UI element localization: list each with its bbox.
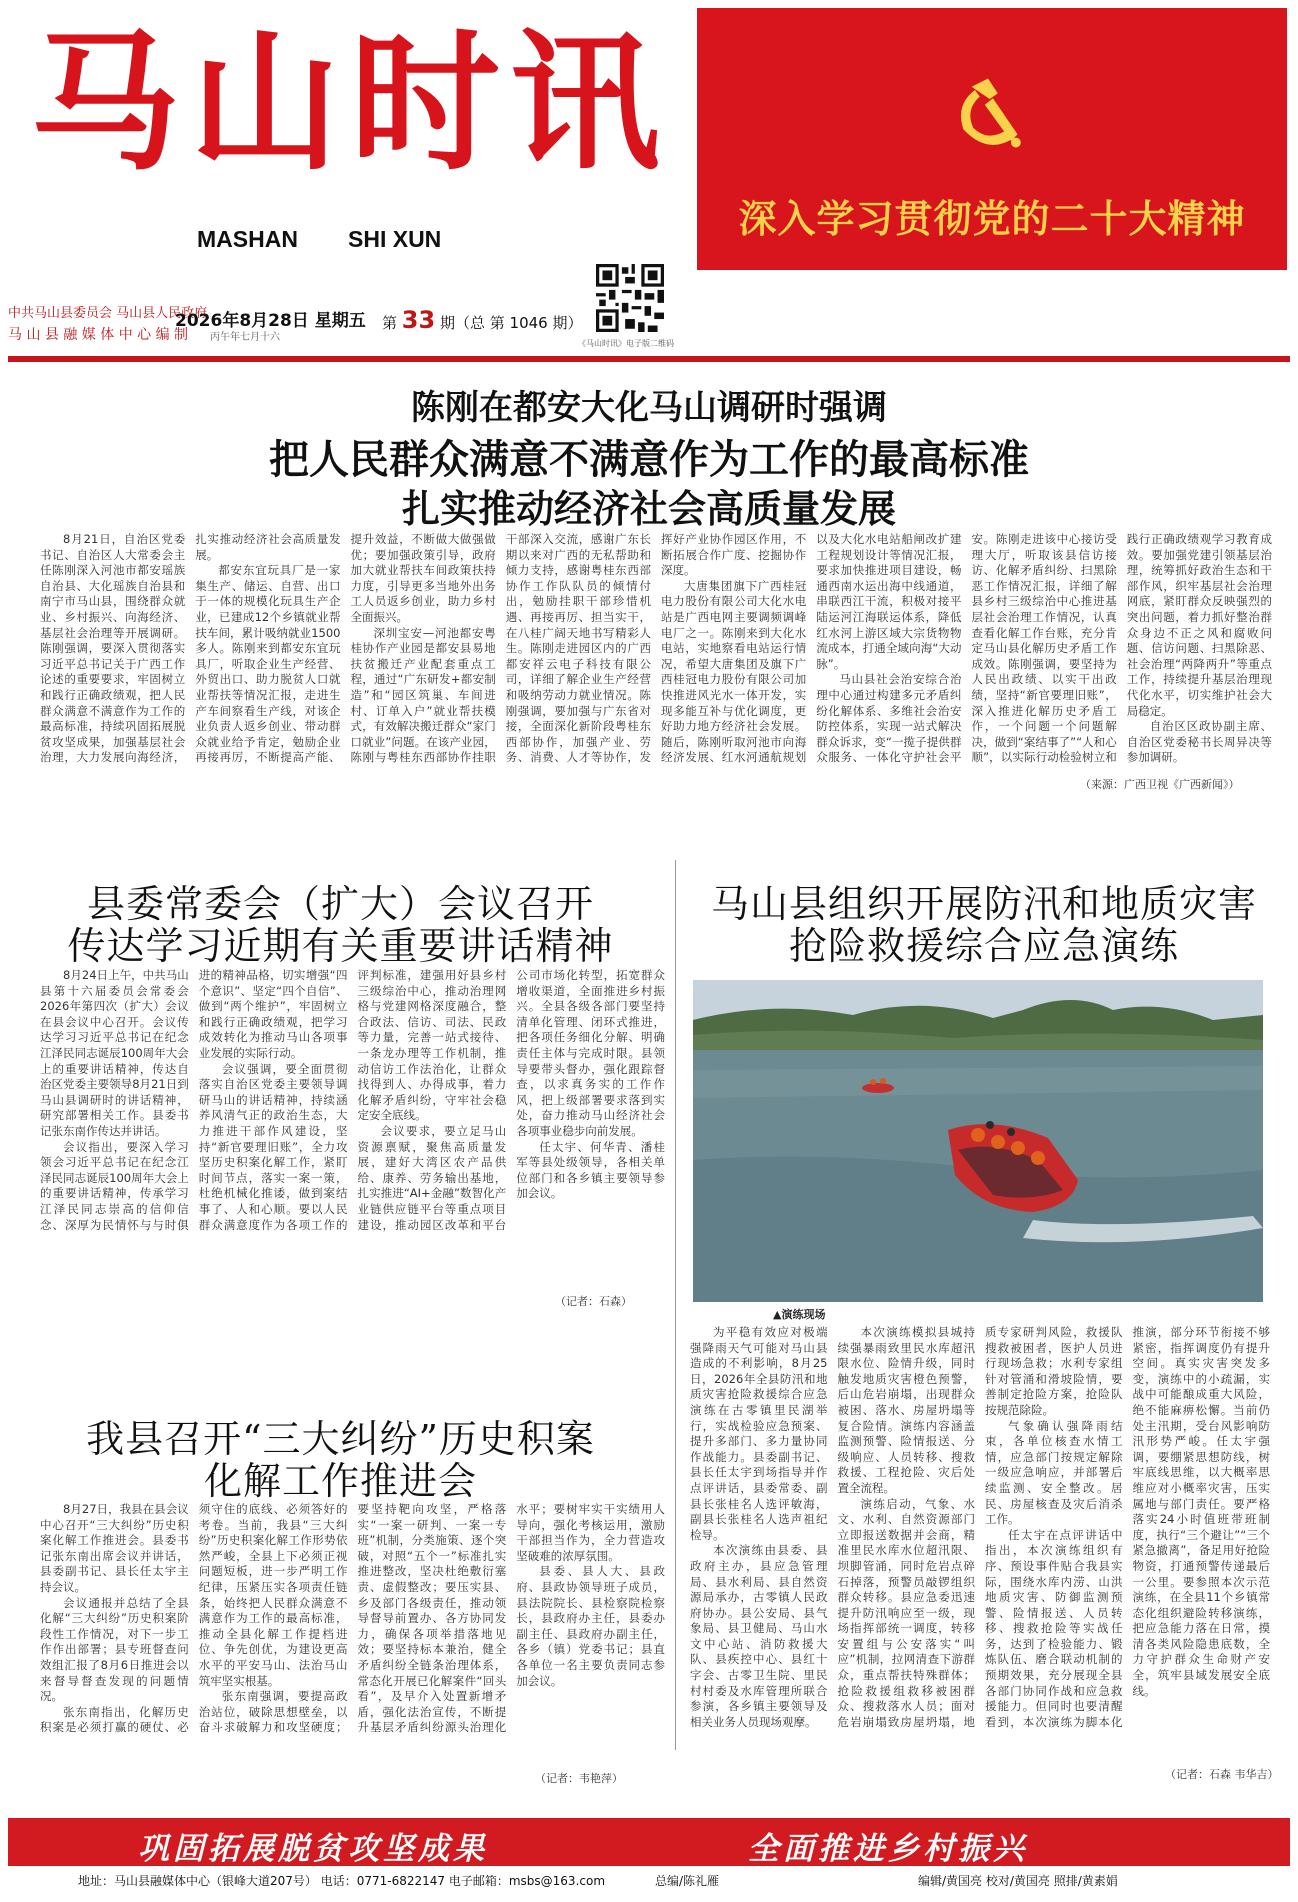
article3-paragraph: 演练启动，气象、水文、水利、自然资源部门立即报送数据并会商，精准里民水库水位超汛限、坝脚管涌，同时危岩点碎石掉落，预警员敲锣组织群众转移。县应急委迅速提升防汛响应至一级，现场指挥部统一调度，转移安置组与公安落实“叫应”机制，拉网清查下游群众，重点帮扶特殊群体；抢险救援组救移被困群众、搜救落水人员；面对危岩崩塌致房屋坍塌，地质专家研判风险，救援队搜救被困者，医护人员进行现场急救；水利专家组针对管涌和滑坡险情，要善制定抢险方案，抢险队按规范除险。 bbox=[837, 1325, 1123, 1729]
drill-photo-caption: ▲演练现场 bbox=[773, 1308, 826, 1321]
article2-body bbox=[40, 968, 665, 1340]
slogan-left: 巩固拓展脱贫攻坚成果 bbox=[138, 1831, 488, 1866]
masthead-pinyin-right: SHI XUN bbox=[348, 226, 442, 252]
article3-paragraph: 气象确认强降雨结束，各单位核查水情工情，应急部门按规定解除一级应急响应，并部署后续监测、安全整改。居民、房屋核查及灾后消杀工作。 bbox=[985, 1418, 1123, 1527]
article4-title-1: 我县召开“三大纠纷”历史积案 bbox=[86, 1417, 595, 1461]
article3-paragraph: 为平稳有效应对极端强降雨天气可能对马山县造成的不利影响，8月25日，2026年全县防汛和地质灾害抢险救援综合应急演练在古零镇里民湖举行，实战检验应急预案、提升多部门、多力量协同作战能力。县委副书记、县长任太宇到场指导并作点评讲话，县委常委、副县长张桂名人选评敏海，副县长张桂名人选声祖纪检导。 bbox=[690, 1325, 828, 1542]
article1-credit: （来源：广西卫视《广西新闻》） bbox=[1080, 778, 1240, 791]
article1-title-3: 扎实推动经济社会高质量发展 bbox=[401, 486, 896, 531]
article2-paragraph: 会议要求，要立足马山资源禀赋，聚焦高质量发展，建好大湾区农产品供给、康养、劳务输出基地，扎实推进“AI+金融”数智化产业链供应链平台等重点项目建设，推动园区改革和平台公司市场化转型，拓宽群众增收渠道，全面推进乡村振兴。全县各级各部门要坚持清单化管理、闭环式推进，把各项任务细化分解、明确责任主体与完成时限。县领导要带头督办，强化跟踪督查，以求真务实的工作作风，把上级部署要求落到实处，奋力推动马山经济社会各项事业稳步向前发展。 bbox=[357, 968, 665, 1232]
drill-photo bbox=[693, 980, 1263, 1302]
article4-title-2: 化解工作推进会 bbox=[203, 1459, 477, 1503]
masthead-pinyin-left: MASHAN bbox=[197, 226, 298, 252]
article3-credit: （记者：石森 韦华吉） bbox=[1165, 1768, 1279, 1781]
masthead-logo: 马山时讯 bbox=[30, 15, 671, 191]
lunar-date: 丙午年七月十六 bbox=[210, 332, 280, 343]
article3-body bbox=[690, 1325, 1270, 1765]
qr-caption: 《马山时讯》电子版二维码 bbox=[578, 339, 674, 348]
footer-chief-editor: 总编/陈礼雁 bbox=[655, 1874, 720, 1888]
article3-paragraph: 本次演练由县委、县政府主办，县应急管理局、县水利局、县自然资源局承办，古零镇人民政府协办。县公安局、县气象局、县卫健局、马山水文中心站、消防救援大队、县疾控中心、县红十字会、古零卫生院、里民村村委及水库管理所联合参演，各乡镇主要领导及相关业务人员现场观摩。 bbox=[690, 1543, 828, 1729]
article2-paragraph: 会议指出，要深入学习领会习近平总书记在纪念江泽民同志诞辰100周年大会上的重要讲话精神，传承学习江泽民同志崇高的信仰信念、深厚为民情怀与与时俱进的精神品格，切实增强“四个意识”、坚定“四个自信”、做到“两个维护”，牢固树立和践行正确政绩观，把学习成效转化为推动马山各项事业发展的实际行动。 bbox=[40, 968, 348, 1232]
article4-credit: （记者：韦艳萍） bbox=[535, 1772, 623, 1785]
article4-paragraph: 张东南强调，要提高政治站位，破除思想壁垒，以奋斗求破解力和攻坚硬度；要坚持靶向攻坚，严格落实“一案一研判、一案一专班”机制，分类施策、逐个突破，对照“五个一”标准扎实推进整改，坚决杜绝敷衍塞责、虚假整改；要压实县、乡及部门各级责任，推动领导督导前置办、各方协同发力，确保各项举措落地见效；要坚持标本兼治，健全矛盾纠纷全链条治理体系，常态化开展已化解案件“回头看”，及早介入处置新增矛盾，强化法治宣传，不断提升基层矛盾纠纷源头治理化水平；要树牢实干实绩用人导向，强化考核运用，激励干部担当作为，全力营造攻坚破难的浓厚氛围。 bbox=[198, 1502, 665, 1735]
article2-paragraph: 任太宇、何华青、潘桂军等县处级领导，各相关单位部门和各乡镇主要领导参加会议。 bbox=[516, 1139, 665, 1201]
article3-paragraph: 任太宇在点评讲话中指出，本次演练组织有序、预设事件贴合我县实际，围绕水库内涝、山洪地质灾害、防御监测预警、险情报送、人员转移、搜救抢险等实战任务，达到了检验能力、锻炼队伍、磨合联动机制的预期效果，充分展现全县各部门协同作战和应急救援能力。但同时也要清醒看到，本次演练为脚本化推演，部分环节衔接不够紧密，指挥调度仍有提升空间。真实灾害突发多变，演练中的小疏漏，实战中可能酿成重大风险，绝不能麻痹松懈。当前仍处主汛期，受台风影响防汛形势严峻。任太宇强调，要绷紧思想防线，树牢底线思维，以大概率思维应对小概率灾害，压实属地与部门责任。要严格落实24小时值班带班制度，执行“三个避让”“三个紧急撤离”，备足用好抢险物资，打通预警传递最后一公里。要参照本次示范演练，在全县11个乡镇常态化组织避险转移演练，把应急能力落在日常，摸清各类风险隐患底数，全力守护群众生命财产安全，筑牢县域发展安全底线。 bbox=[985, 1325, 1270, 1729]
party-banner bbox=[697, 8, 1287, 270]
slogan-right: 全面推进乡村振兴 bbox=[748, 1831, 1028, 1866]
article2-paragraph: 8月24日上午，中共马山县第十六届委员会常委会2026年第四次（扩大）会议在县会议中心召开。会议传达学习习近平总书记在纪念江泽民同志诞辰100周年大会上的重要讲话精神，传达自治区党委主要领导8月21日到马山县调研时的讲话精神，研究部署相关工作。县委书记张东南作传达并讲话。 bbox=[40, 968, 189, 1138]
article2-paragraph: 会议强调，要全面贯彻落实自治区党委主要领导调研马山的讲话精神，持续涵养风清气正的政治生态，大力推进干部作风建设，坚持“新官要理旧账”，全力攻坚历史积案化解工作，紧盯时间节点，落实一案一策，杜绝机械化推诿，做到案结事了、人和心顺。要以人民群众满意度作为各项工作的评判标准，建强用好县乡村三级综治中心，推动治理网格与党建网格深度融合，整合政法、信访、司法、民政等力量，完善一站式接待、一条龙办理等工作机制，推动信访工作法治化，让群众找得到人、办得成事，着力化解矛盾纠纷，守牢社会稳定安全底线。 bbox=[198, 968, 507, 1232]
sponsor-line-1: 中共马山县委员会 马山县人民政府 bbox=[8, 306, 208, 321]
article1-title-1: 陈刚在都安大化马山调研时强调 bbox=[411, 388, 887, 428]
article3-title-2: 抢险救援综合应急演练 bbox=[788, 924, 1179, 968]
slogan-banner bbox=[8, 1818, 1290, 1866]
article1-paragraph: 马山县社会治安综合治理中心通过构建多元矛盾纠纷化解体系、多维社会治安防控体系，实现一站式解决群众诉求，变“一揽子提供群众服务、一体化守护社会平安。陈刚走进该中心接访受理大厅，听取该县信访接访、化解矛盾纠纷、扫黑除恶工作情况汇报，详细了解县乡村三级综治中心推进基层社会治理工作情况，认真查看化解工作台账，充分肯定马山县化解历史矛盾工作成效。陈刚强调，要坚持为人民出政绩、以实干出政绩，坚持“新官要理旧账”，深入推进化解历史矛盾工作，一个问题一个问题解决，做到“案结事了”“人和心顺”，以实际行动检验树立和践行正确政绩观学习教育成效。要加强党建引领基层治理，统筹抓好政治生态和干部作风，织牢基层社会治理网底，紧盯群众反映强烈的突出问题，着力抓好整治群众身边不正之风和腐败问题、信访问题、扫黑除恶、社会治理“两降两升”等重点工作，持续提升基层治理现代化水平，切实维护社会大局稳定。 bbox=[816, 532, 1272, 765]
issue-no: 33 bbox=[401, 306, 436, 334]
issue-suffix: 期（总 第 1046 期） bbox=[439, 314, 583, 332]
article1-paragraph: 自治区区政协副主席、自治区党委秘书长周异决等参加调研。 bbox=[1126, 719, 1272, 765]
article1-paragraph: 都安东宜玩具厂是一家集生产、储运、自营、出口于一体的规模化玩具生产企业，已建成12个乡镇就业帮扶车间，累计吸纳就业1500多人。陈刚来到都安东宜玩具厂，听取企业生产经营、外贸出口、助力脱贫人口就业帮扶等情况汇报，走进生产车间察看生产线，对该企业负责人返乡创业、带动群众就业给予肯定，勉励企业再接再厉，不断提高产能、提升效益，不断做大做强做优；要加强政策引导，政府加大就业帮扶车间政策扶持力度，引导更多当地外出务工人员返乡创业，助力乡村全面振兴。 bbox=[195, 532, 496, 765]
article2-credit: （记者：石森） bbox=[555, 1295, 632, 1308]
qr-code-icon[interactable] bbox=[596, 264, 664, 332]
issue-number bbox=[382, 306, 582, 334]
footer-address: 地址：马山县融媒体中心（银峰大道207号） 电话：0771-6822147 电子邮箱：msbs@163.com bbox=[78, 1874, 606, 1888]
footer-editors: 编辑/黄国亮 校对/黄国亮 照排/黄素娟 bbox=[918, 1874, 1118, 1888]
column-divider bbox=[675, 860, 676, 1750]
article3-paragraph: 本次演练模拟县城持续强暴雨致里民水库超汛限水位、险情升级，同时触发地质灾害橙色预警，后山危岩崩塌，出现群众被困、落水、房屋坍塌等复合险情。演练内容涵盖监测预警、险情报送、分级响应、人员转移、搜救救援、工程抢险、灾后处置全流程。 bbox=[837, 1325, 975, 1495]
issue-date: 2026年8月28日 星期五 bbox=[175, 311, 366, 331]
article1-paragraph: 大唐集团旗下广西桂冠电力股份有限公司大化水电站是广西电网主要调频调峰电厂之一。陈刚来到大化水电站，实地察看电站运行情况，希望大唐集团及旗下广西桂冠电力股份有限公司加快推进风光水一体开发，实现多能互补与优化调度，更好助力地方经济社会发展。随后，陈刚听取河池市向海经济发展、红水河通航规划以及大化水电站船闸改扩建工程规划设计等情况汇报，要求加快推进项目建设，畅通西南水运出海中线通道，串联西江干流，积极对接平陆运河江海联运体系，降低红水河上游区域大宗货物物流成本，打通全域向海“大动脉”。 bbox=[661, 532, 962, 765]
issue-prefix: 第 bbox=[382, 314, 398, 332]
drill-photo-image bbox=[693, 980, 1263, 1302]
masthead-divider bbox=[8, 356, 1290, 362]
banner-slogan: 深入学习贯彻党的二十大精神 bbox=[738, 197, 1246, 241]
article4-paragraph: 8月27日，我县在县会议中心召开“三大纠纷”历史积案化解工作推进会。县委书记张东南出席会议并讲话，县委副书记、县长任太宇主持会议。 bbox=[40, 1502, 189, 1594]
article2-title-2: 传达学习近期有关重要讲话精神 bbox=[67, 924, 614, 968]
party-emblem-icon bbox=[947, 72, 1029, 154]
article4-paragraph: 会议通报并总结了全县化解“三大纠纷”历史积案阶段性工作情况，对下一步工作作出部署；县专班督查问效组汇报了8月6日推进会以来督导督查发现的问题情况。 bbox=[40, 1595, 189, 1704]
article2-title-1: 县委常委会（扩大）会议召开 bbox=[86, 882, 594, 926]
article1-paragraph: 深圳宝安—河池都安粤桂协作产业园是都安县易地扶贫搬迁产业配套重点工程，通过“广东研发+都安制造”和“园区筑巢、车间进村、订单入户”就业帮扶模式，有效解决搬迁群众“家门口就业”问题。在该产业园，陈刚与粤桂东西部协作挂职干部深入交流，感谢广东长期以来对广西的无私帮助和倾力支持，感谢粤桂东西部协作工作队队员的倾情付出，勉励挂职干部珍惜机遇、再接再厉、担当实干，在八桂广阔天地书写精彩人生。陈刚走进园区内的广西都安祥云电子科技有限公司，详细了解企业生产经营和吸纳劳动力就业情况。陈刚强调，要加强与广东省对接，全面深化新阶段粤桂东西部协作，加强产业、劳务、消费、人才等协作，发挥好产业协作园区作用，不断拓展合作广度、挖掘协作深度。 bbox=[350, 532, 807, 765]
article4-paragraph: 张东南指出，化解历史积案是必须打赢的硬仗、必须守住的底线、必须答好的考卷。当前，我县“三大纠纷”历史积案化解工作形势依然严峻，全县上下必须正视问题短板，进一步严明工作纪律，压紧压实各项责任链条，始终把人民群众满意不满意作为工作的最高标准，推动全县化解工作提档进位、争先创优，为建设更高水平的平安马山、法治马山筑牢坚实根基。 bbox=[40, 1502, 348, 1735]
article4-body bbox=[40, 1502, 665, 1798]
article4-paragraph: 县委、县人大、县政府、县政协领导班子成员，县法院院长、县检察院检察长，县政府办主任，县委办副主任、县政府办副主任，各乡（镇）党委书记；县直各单位一名主要负责同志参加会议。 bbox=[516, 1564, 665, 1688]
sponsor-line-2: 马 山 县 融 媒 体 中 心 编 制 bbox=[8, 327, 189, 343]
article1-title-2: 把人民群众满意不满意作为工作的最高标准 bbox=[269, 436, 1029, 483]
article3-title-1: 马山县组织开展防汛和地质灾害 bbox=[710, 882, 1257, 926]
article1-paragraph: 8月21日，自治区党委书记、自治区人大常委会主任陈刚深入河池市都安瑶族自治县、大化瑶族自治县和南宁市马山县，围绕群众就业、乡村振兴、向海经济、基层社会治理等开展调研。陈刚强调，要深入贯彻落实习近平总书记关于广西工作论述的重要要求，牢固树立和践行正确政绩观，把人民群众满意不满意作为工作的最高标准，持续巩固拓展脱贫攻坚成果，加强基层社会治理，大力发展向海经济，扎实推动经济社会高质量发展。 bbox=[40, 532, 341, 765]
